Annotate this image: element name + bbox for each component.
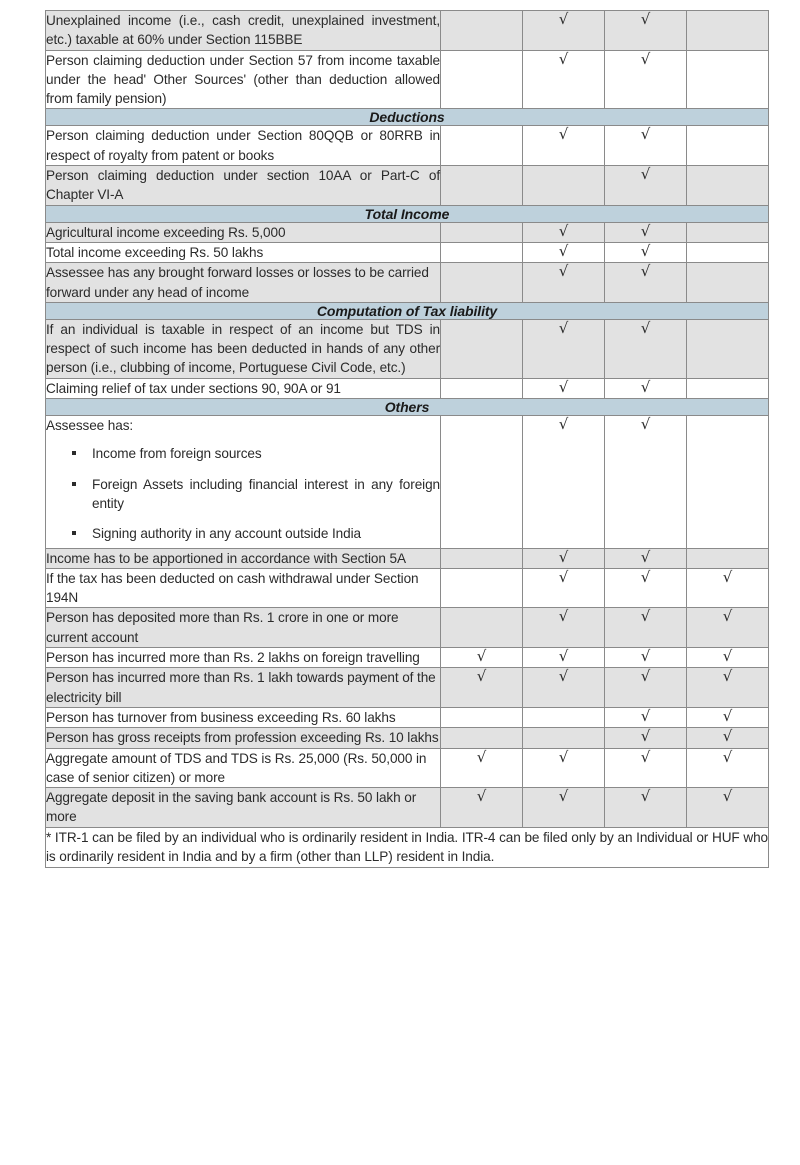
- checkmark-cell: [523, 748, 605, 788]
- checkmark-cell: [605, 668, 687, 708]
- empty-cell: [441, 728, 523, 748]
- checkmark-cell: [523, 50, 605, 109]
- check-icon: √: [640, 10, 651, 28]
- check-icon: √: [476, 667, 487, 686]
- checkmark-cell: [605, 242, 687, 262]
- checkmark-cell: [687, 788, 769, 828]
- criteria-cell: Agricultural income exceeding Rs. 5,000: [46, 222, 441, 242]
- check-icon: √: [640, 262, 651, 281]
- empty-cell: [687, 166, 769, 206]
- checkmark-cell: [605, 319, 687, 378]
- checkmark-cell: [441, 648, 523, 668]
- criteria-cell: Person claiming deduction under Section 80QQB or 80RRB in respect of royalty from patent or books: [46, 126, 441, 166]
- empty-cell: [687, 378, 769, 398]
- check-icon: √: [722, 706, 733, 725]
- empty-cell: [523, 728, 605, 748]
- check-icon: √: [640, 241, 651, 260]
- checkmark-cell: [523, 548, 605, 568]
- check-icon: √: [640, 49, 651, 68]
- criteria-cell: Unexplained income (i.e., cash credit, unexplained investment, etc.) taxable at 60% under Section 115BBE: [46, 11, 441, 51]
- check-icon: √: [476, 747, 487, 766]
- check-icon: √: [640, 727, 651, 746]
- check-icon: √: [722, 607, 733, 626]
- empty-cell: [441, 319, 523, 378]
- check-icon: √: [640, 415, 651, 434]
- check-icon: √: [558, 415, 569, 434]
- empty-cell: [687, 126, 769, 166]
- checkmark-cell: [523, 242, 605, 262]
- criteria-cell: If the tax has been deducted on cash withdrawal under Section 194N: [46, 568, 441, 608]
- check-icon: √: [558, 262, 569, 281]
- section-header-row: [46, 302, 769, 319]
- check-icon: √: [640, 607, 651, 626]
- check-icon: √: [640, 706, 651, 725]
- check-icon: √: [640, 318, 651, 337]
- checkmark-cell: [523, 668, 605, 708]
- check-icon: √: [558, 647, 569, 666]
- table-row: [46, 222, 769, 242]
- checkmark-cell: [605, 748, 687, 788]
- table-row: [46, 126, 769, 166]
- table-row: [46, 166, 769, 206]
- section-title: Total Income: [46, 205, 769, 222]
- criteria-cell: Claiming relief of tax under sections 90, 90A or 91: [46, 378, 441, 398]
- table-row: [46, 668, 769, 708]
- empty-cell: [441, 416, 523, 548]
- check-icon: √: [722, 747, 733, 766]
- criteria-cell: Total income exceeding Rs. 50 lakhs: [46, 242, 441, 262]
- table-row: [46, 788, 769, 828]
- section-title: Others: [46, 399, 769, 416]
- empty-cell: [687, 416, 769, 548]
- table-row: [46, 242, 769, 262]
- check-icon: √: [558, 49, 569, 68]
- checkmark-cell: [523, 608, 605, 648]
- empty-cell: [441, 548, 523, 568]
- check-icon: √: [640, 125, 651, 144]
- table-row: [46, 378, 769, 398]
- check-icon: √: [722, 667, 733, 686]
- check-icon: √: [640, 647, 651, 666]
- checkmark-cell: [605, 728, 687, 748]
- checkmark-cell: [605, 648, 687, 668]
- empty-cell: [523, 707, 605, 727]
- criteria-cell: Person has incurred more than Rs. 1 lakh towards payment of the electricity bill: [46, 668, 441, 708]
- checkmark-cell: [687, 668, 769, 708]
- empty-cell: [441, 608, 523, 648]
- checkmark-cell: [605, 568, 687, 608]
- table-body: [46, 11, 769, 868]
- criteria-cell: [46, 416, 441, 548]
- section-header-row: [46, 109, 769, 126]
- check-icon: √: [640, 221, 651, 240]
- table-row: [46, 319, 769, 378]
- table-row: [46, 11, 769, 51]
- checkmark-cell: [605, 50, 687, 109]
- checkmark-cell: [687, 648, 769, 668]
- section-title: Deductions: [46, 109, 769, 126]
- criteria-bullet-list: [46, 444, 440, 543]
- check-icon: √: [640, 377, 651, 396]
- check-icon: √: [558, 567, 569, 586]
- criteria-cell: Person has turnover from business exceeding Rs. 60 lakhs: [46, 707, 441, 727]
- empty-cell: [687, 548, 769, 568]
- check-icon: √: [558, 241, 569, 260]
- check-icon: √: [476, 647, 487, 666]
- checkmark-cell: [605, 788, 687, 828]
- table-row: [46, 50, 769, 109]
- checkmark-cell: [605, 548, 687, 568]
- checkmark-cell: [605, 263, 687, 303]
- table-row: [46, 263, 769, 303]
- table-row: [46, 548, 769, 568]
- checkmark-cell: [687, 608, 769, 648]
- check-icon: √: [558, 607, 569, 626]
- criteria-cell: Person has deposited more than Rs. 1 crore in one or more current account: [46, 608, 441, 648]
- checkmark-cell: [523, 648, 605, 668]
- checkmark-cell: [687, 748, 769, 788]
- empty-cell: [441, 568, 523, 608]
- check-icon: √: [722, 727, 733, 746]
- checkmark-cell: [441, 668, 523, 708]
- table-row: [46, 748, 769, 788]
- checkmark-cell: [687, 568, 769, 608]
- checkmark-cell: [605, 126, 687, 166]
- empty-cell: [687, 242, 769, 262]
- empty-cell: [441, 50, 523, 109]
- checkmark-cell: [605, 608, 687, 648]
- list-item: Signing authority in any account outside India: [72, 524, 440, 543]
- check-icon: √: [558, 787, 569, 806]
- section-header-row: [46, 399, 769, 416]
- criteria-cell: Person claiming deduction under Section 57 from income taxable under the head' Other Sources' (other than deduction allowed from family pension): [46, 50, 441, 109]
- criteria-cell: Aggregate deposit in the saving bank account is Rs. 50 lakh or more: [46, 788, 441, 828]
- list-item: Income from foreign sources: [72, 444, 440, 463]
- check-icon: √: [558, 318, 569, 337]
- check-icon: √: [640, 787, 651, 806]
- empty-cell: [441, 378, 523, 398]
- footnote-row: [46, 827, 769, 867]
- checkmark-cell: [523, 319, 605, 378]
- checkmark-cell: [605, 11, 687, 51]
- check-icon: √: [558, 377, 569, 396]
- table-row: [46, 648, 769, 668]
- criteria-lead-text: Assessee has:: [46, 418, 134, 434]
- check-icon: √: [640, 747, 651, 766]
- check-icon: √: [722, 647, 733, 666]
- check-icon: √: [476, 787, 487, 806]
- section-header-row: [46, 205, 769, 222]
- checkmark-cell: [687, 728, 769, 748]
- criteria-cell: Aggregate amount of TDS and TDS is Rs. 25,000 (Rs. 50,000 in case of senior citizen) or more: [46, 748, 441, 788]
- check-icon: √: [558, 547, 569, 566]
- criteria-cell: Person claiming deduction under section 10AA or Part-C of Chapter VI-A: [46, 166, 441, 206]
- check-icon: √: [640, 165, 651, 184]
- criteria-cell: If an individual is taxable in respect of an income but TDS in respect of such income has been deducted in hands of any other person (i.e., clubbing of income, Portuguese Civil Code, etc.): [46, 319, 441, 378]
- check-icon: √: [640, 567, 651, 586]
- checkmark-cell: [523, 263, 605, 303]
- checkmark-cell: [523, 11, 605, 51]
- empty-cell: [523, 166, 605, 206]
- table-row: [46, 728, 769, 748]
- empty-cell: [687, 222, 769, 242]
- checkmark-cell: [441, 788, 523, 828]
- empty-cell: [441, 242, 523, 262]
- check-icon: √: [722, 567, 733, 586]
- list-item: Foreign Assets including financial interest in any foreign entity: [72, 475, 440, 514]
- empty-cell: [441, 126, 523, 166]
- empty-cell: [687, 319, 769, 378]
- checkmark-cell: [605, 416, 687, 548]
- check-icon: √: [558, 10, 569, 28]
- criteria-cell: Person has gross receipts from profession exceeding Rs. 10 lakhs: [46, 728, 441, 748]
- checkmark-cell: [523, 788, 605, 828]
- checkmark-cell: [523, 222, 605, 242]
- check-icon: √: [640, 547, 651, 566]
- table-row: [46, 608, 769, 648]
- check-icon: √: [558, 221, 569, 240]
- table-row: [46, 707, 769, 727]
- checkmark-cell: [441, 748, 523, 788]
- section-title: Computation of Tax liability: [46, 302, 769, 319]
- itr-applicability-table: [45, 10, 769, 868]
- table-row: [46, 568, 769, 608]
- check-icon: √: [558, 125, 569, 144]
- empty-cell: [441, 222, 523, 242]
- checkmark-cell: [687, 707, 769, 727]
- checkmark-cell: [523, 568, 605, 608]
- empty-cell: [441, 11, 523, 51]
- empty-cell: [441, 707, 523, 727]
- checkmark-cell: [523, 378, 605, 398]
- criteria-cell: Income has to be apportioned in accordance with Section 5A: [46, 548, 441, 568]
- checkmark-cell: [523, 126, 605, 166]
- empty-cell: [687, 11, 769, 51]
- table-row: [46, 416, 769, 548]
- empty-cell: [441, 263, 523, 303]
- checkmark-cell: [605, 222, 687, 242]
- criteria-cell: Person has incurred more than Rs. 2 lakhs on foreign travelling: [46, 648, 441, 668]
- empty-cell: [687, 50, 769, 109]
- checkmark-cell: [523, 416, 605, 548]
- check-icon: √: [558, 747, 569, 766]
- checkmark-cell: [605, 378, 687, 398]
- check-icon: √: [640, 667, 651, 686]
- empty-cell: [441, 166, 523, 206]
- empty-cell: [687, 263, 769, 303]
- check-icon: √: [722, 787, 733, 806]
- check-icon: √: [558, 667, 569, 686]
- criteria-cell: Assessee has any brought forward losses or losses to be carried forward under any head of income: [46, 263, 441, 303]
- checkmark-cell: [605, 166, 687, 206]
- checkmark-cell: [605, 707, 687, 727]
- footnote-text: * ITR-1 can be filed by an individual who is ordinarily resident in India. ITR-4 can be filed only by an Individual or HUF who is ordinarily resident in India and by a firm (other than LLP) resident in India.: [46, 827, 769, 867]
